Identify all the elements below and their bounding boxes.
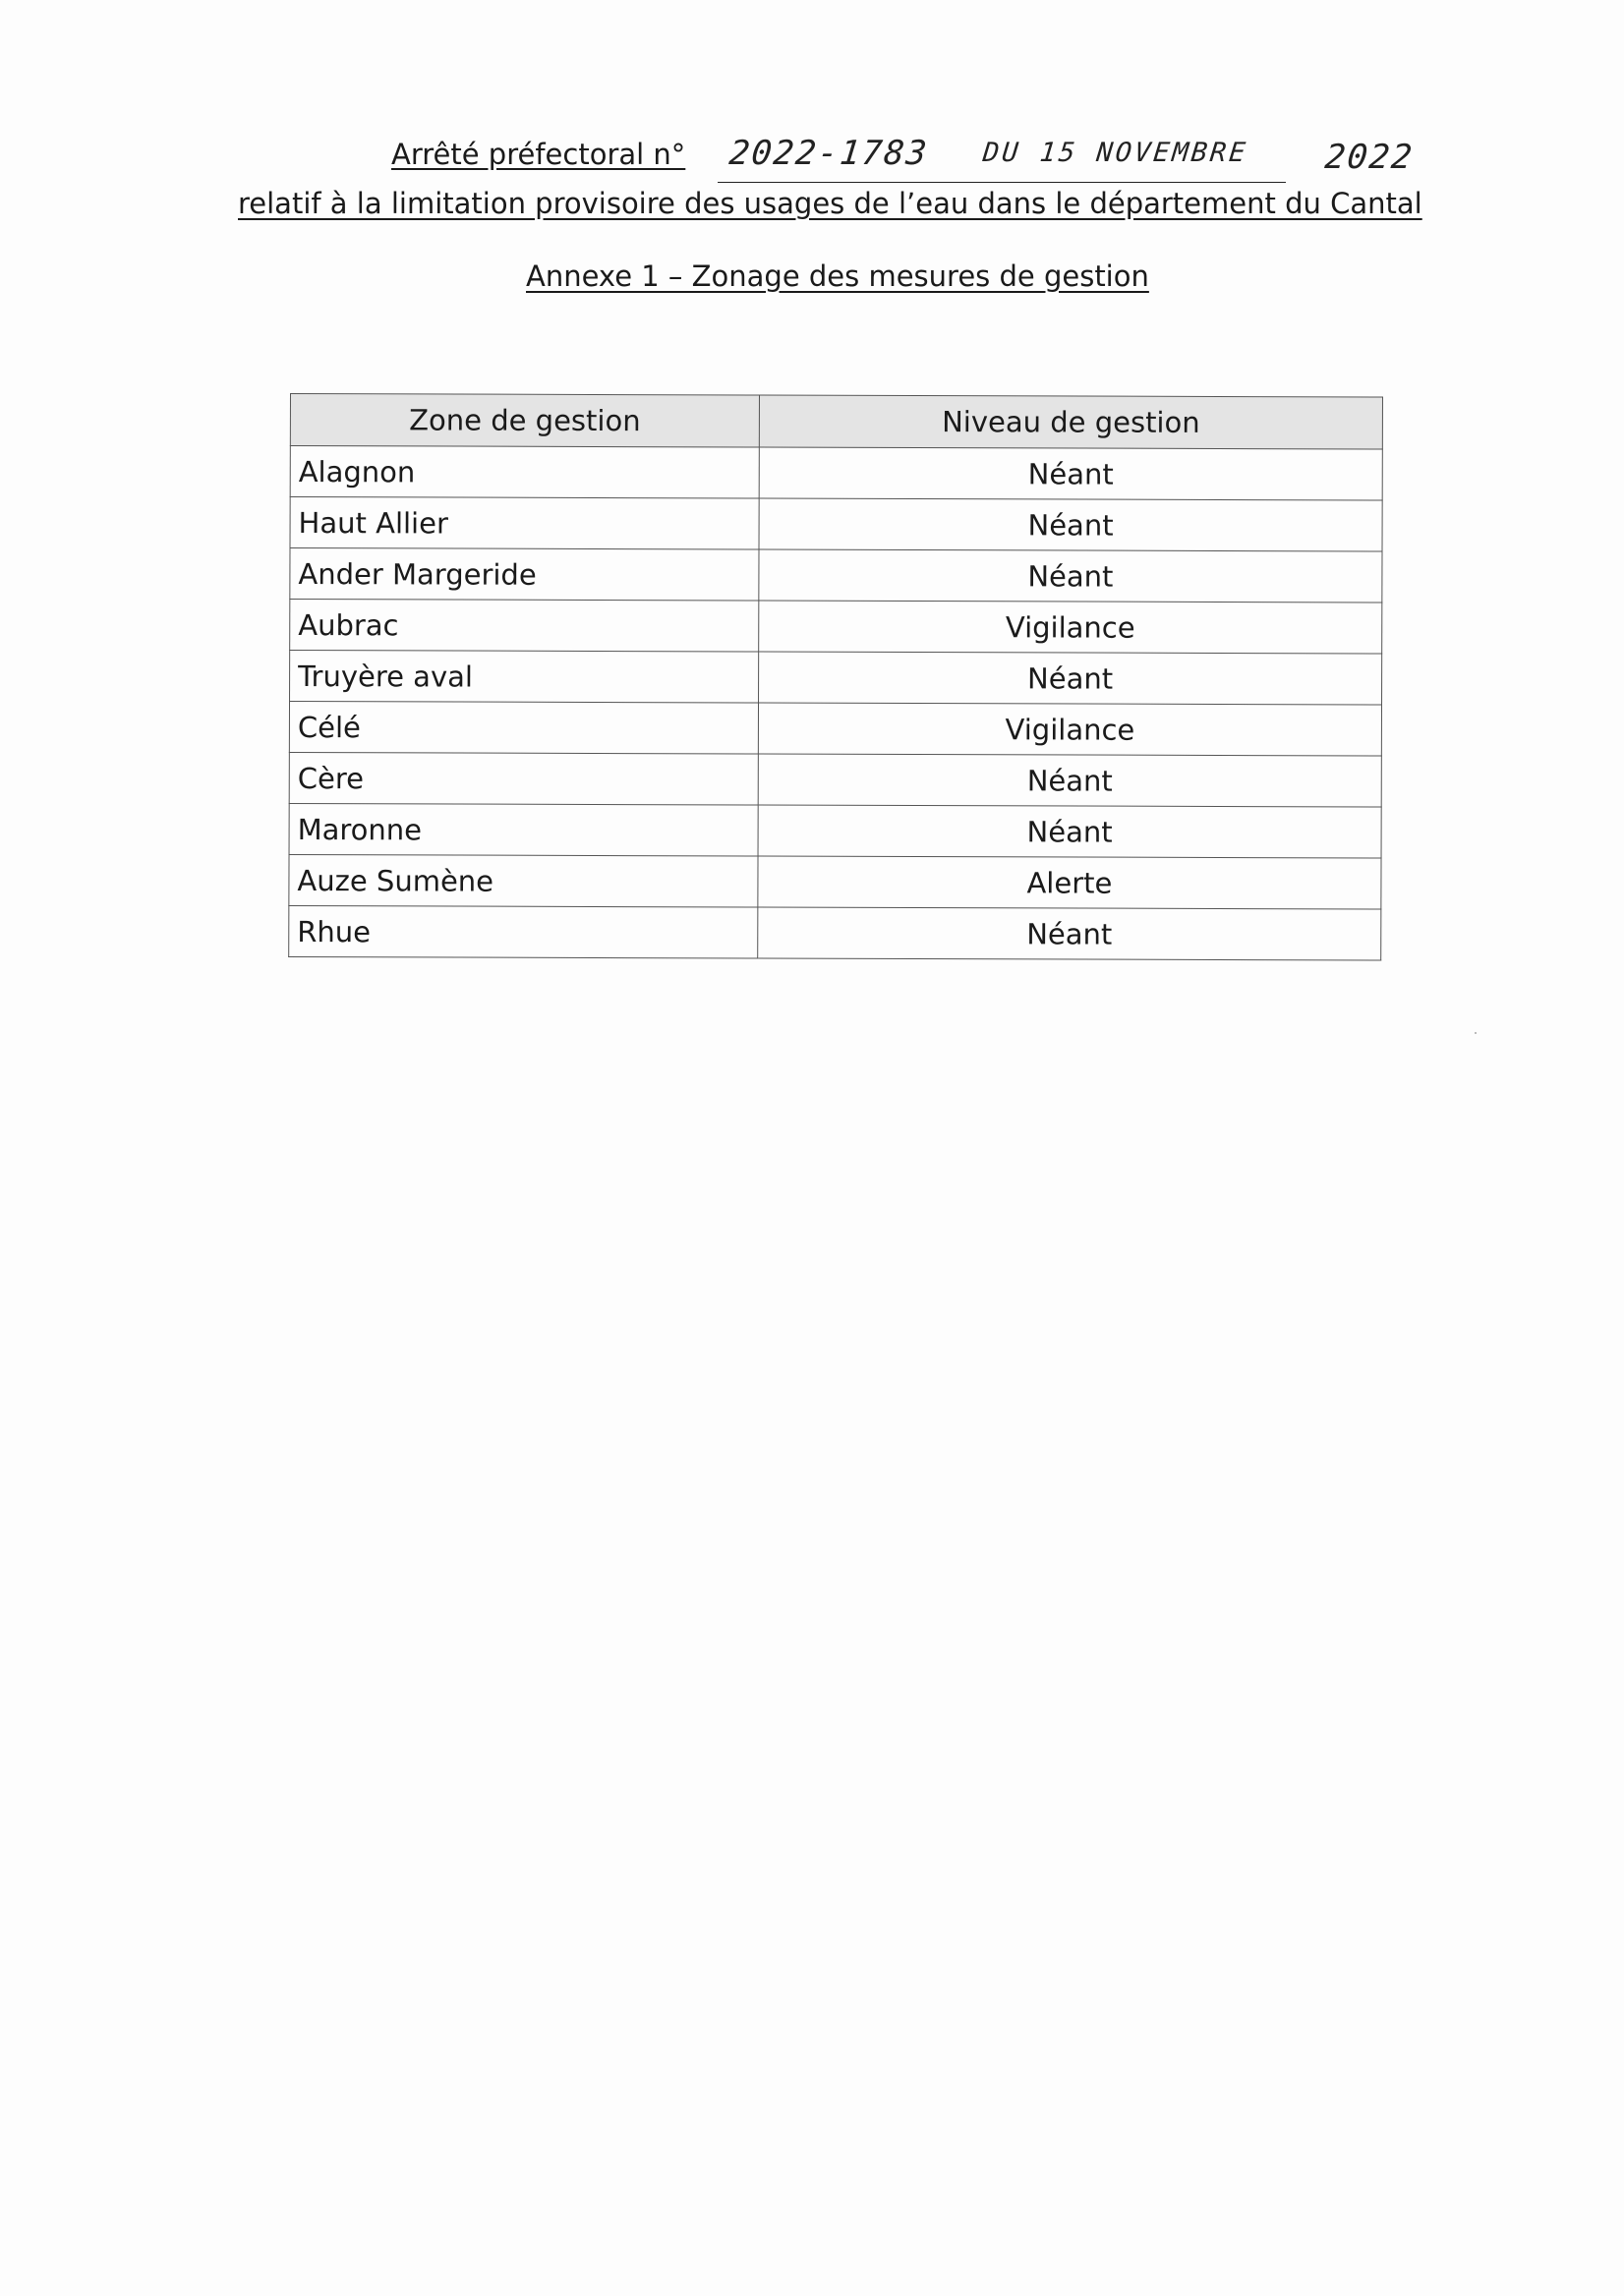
level-cell: Néant xyxy=(758,805,1381,858)
table-row xyxy=(290,548,1382,603)
handwritten-decree-number: 2022-1783 xyxy=(726,134,931,173)
table-row xyxy=(290,446,1382,500)
table-row xyxy=(290,497,1382,551)
table-row xyxy=(289,905,1381,959)
table-row xyxy=(289,702,1381,756)
handwritten-decree-date: DU 15 NOVEMBRE xyxy=(981,138,1250,168)
decree-title-prefix xyxy=(391,138,685,171)
level-cell: Vigilance xyxy=(759,601,1382,654)
table-row xyxy=(290,600,1382,654)
zone-cell: Auze Sumène xyxy=(289,854,758,906)
table-row xyxy=(290,651,1382,705)
level-cell: Néant xyxy=(759,498,1382,551)
table-row xyxy=(289,752,1381,806)
level-cell: Néant xyxy=(758,754,1381,807)
zone-cell: Célé xyxy=(289,702,758,754)
zone-cell: Truyère aval xyxy=(290,651,759,703)
decree-number-fill-line xyxy=(718,182,1286,183)
level-cell: Alerte xyxy=(758,856,1381,909)
column-header-level: Niveau de gestion xyxy=(759,395,1382,449)
zone-cell: Maronne xyxy=(289,803,758,855)
table-body xyxy=(289,446,1383,960)
level-cell: Néant xyxy=(758,907,1381,960)
table-row xyxy=(289,854,1381,908)
table-row xyxy=(289,803,1381,857)
zone-cell: Cère xyxy=(289,752,758,804)
decree-title-prefix-text: Arrêté préfectoral n° xyxy=(391,138,686,171)
zone-cell: Aubrac xyxy=(290,600,759,652)
zoning-table xyxy=(288,393,1383,960)
zone-cell: Rhue xyxy=(289,905,758,957)
level-cell: Néant xyxy=(759,549,1382,603)
column-header-zone: Zone de gestion xyxy=(290,394,759,447)
level-cell: Néant xyxy=(759,652,1382,705)
table-header-row xyxy=(290,394,1382,449)
handwritten-decree-year: 2022 xyxy=(1322,138,1416,177)
annex-title: Annexe 1 – Zonage des mesures de gestion xyxy=(526,259,1149,293)
zone-cell: Ander Margeride xyxy=(290,548,759,601)
zone-cell: Haut Allier xyxy=(290,497,759,549)
zone-cell: Alagnon xyxy=(290,446,759,498)
level-cell: Vigilance xyxy=(758,703,1381,756)
level-cell: Néant xyxy=(759,447,1382,500)
scan-speck xyxy=(1475,1032,1477,1034)
decree-subject: relatif à la limitation provisoire des usages de l’eau dans le département du Cantal xyxy=(238,187,1422,220)
